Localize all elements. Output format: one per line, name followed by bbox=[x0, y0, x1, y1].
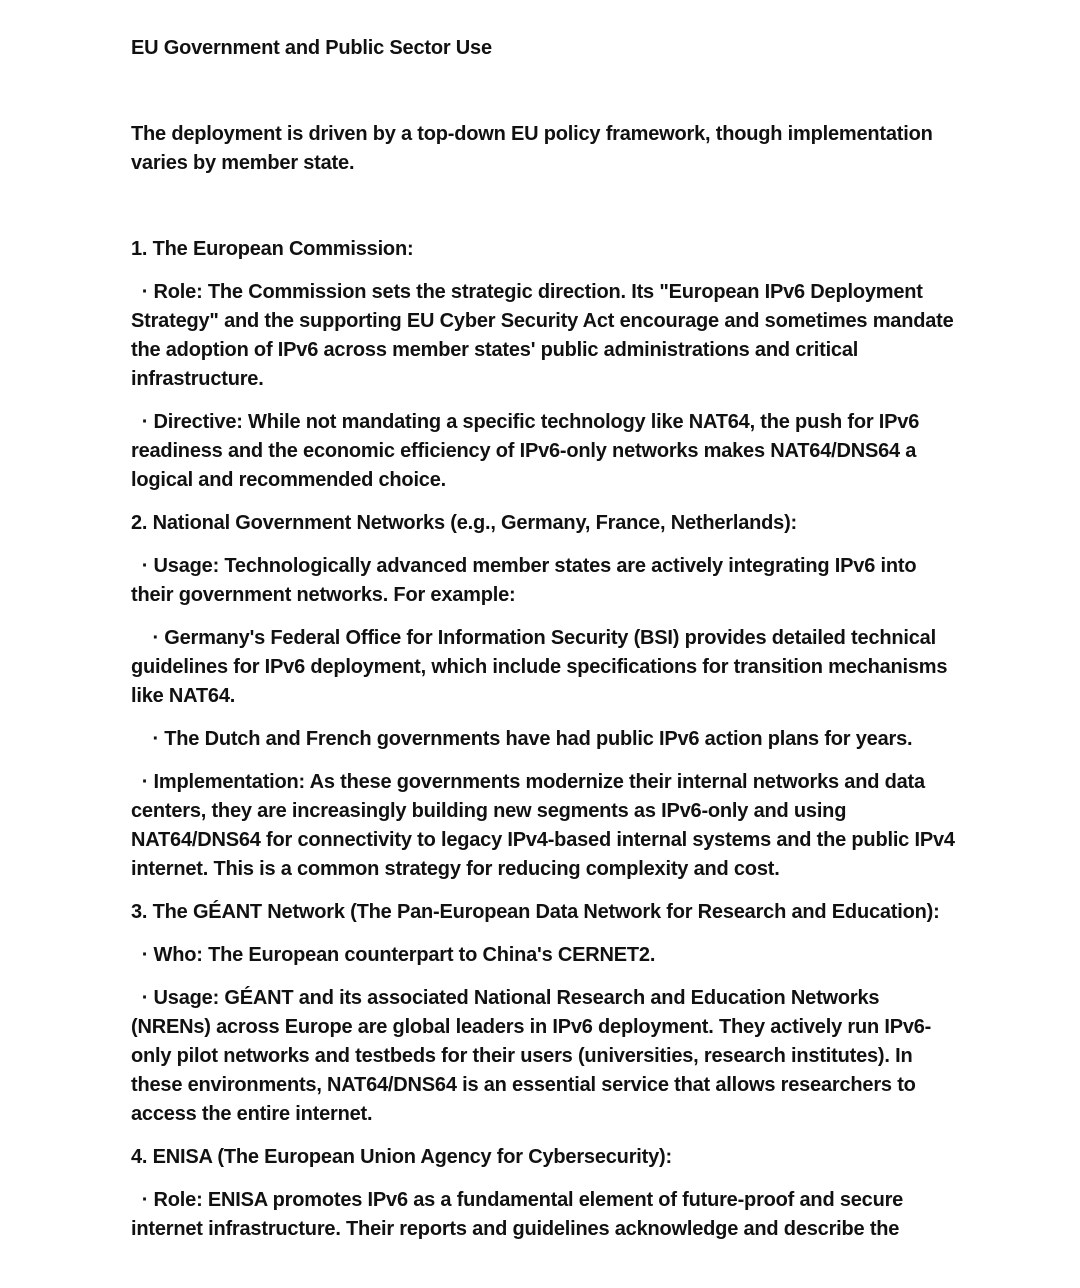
bullet-marker: · bbox=[141, 987, 149, 1009]
sub-bullet-germany bbox=[131, 624, 961, 711]
section-heading-geant: 3. The GÉANT Network (The Pan-European Data Network for Research and Education): bbox=[131, 901, 940, 923]
bullet-marker: · bbox=[141, 1189, 149, 1211]
bullet-marker: · bbox=[141, 411, 149, 433]
bullet-marker: · bbox=[141, 771, 149, 793]
bullet-marker: · bbox=[141, 944, 149, 966]
intro-paragraph: The deployment is driven by a top-down EU policy framework, though implementation varies by member state. bbox=[131, 123, 933, 174]
bullet-enisa-role bbox=[131, 1186, 961, 1244]
section-heading-enisa: 4. ENISA (The European Union Agency for Cybersecurity): bbox=[131, 1146, 672, 1168]
bullet-role bbox=[131, 278, 961, 394]
bullet-implementation bbox=[131, 768, 961, 884]
bullet-text: Germany's Federal Office for Information Security (BSI) provides detailed technical guidelines for IPv6 deployment, which include specifications for transition mechanisms like NAT64. bbox=[131, 627, 948, 707]
bullet-text: Usage: Technologically advanced member states are actively integrating IPv6 into their government networks. For example: bbox=[131, 555, 917, 606]
bullet-text: Usage: GÉANT and its associated National Research and Education Networks (NRENs) across Europe are global leaders in IPv6 deployment. They actively run IPv6-only pilot networks and testbeds for their users (universities, research institutes). In these environments, NAT64/DNS64 is an essential service that allows researchers to access the entire internet. bbox=[131, 987, 932, 1125]
document-title: EU Government and Public Sector Use bbox=[131, 37, 492, 59]
bullet-marker: · bbox=[152, 728, 159, 750]
bullet-directive bbox=[131, 408, 961, 495]
bullet-text: Role: The Commission sets the strategic direction. Its "European IPv6 Deployment Strategy" and the supporting EU Cyber Security Act encourage and sometimes mandate the adoption of IPv6 across member states' public administrations and critical infrastructure. bbox=[131, 281, 954, 390]
section-heading-national-networks: 2. National Government Networks (e.g., Germany, France, Netherlands): bbox=[131, 512, 798, 534]
bullet-text: Directive: While not mandating a specific technology like NAT64, the push for IPv6 readiness and the economic efficiency of IPv6-only networks makes NAT64/DNS64 a logical and recommended choice. bbox=[131, 411, 920, 491]
section-heading-european-commission: 1. The European Commission: bbox=[131, 238, 414, 260]
sub-bullet-dutch-french bbox=[131, 725, 961, 754]
document-page bbox=[131, 34, 961, 1258]
bullet-text: Who: The European counterpart to China's CERNET2. bbox=[153, 944, 656, 966]
bullet-text: Role: ENISA promotes IPv6 as a fundamental element of future-proof and secure internet infrastructure. Their reports and guidelines acknowledge and describe the bbox=[131, 1189, 904, 1240]
bullet-geant-usage bbox=[131, 984, 961, 1129]
bullet-marker: · bbox=[141, 281, 149, 303]
bullet-usage bbox=[131, 552, 961, 610]
bullet-marker: · bbox=[141, 555, 149, 577]
bullet-who bbox=[131, 941, 961, 970]
bullet-text: The Dutch and French governments have had public IPv6 action plans for years. bbox=[164, 728, 913, 750]
bullet-marker: · bbox=[152, 627, 159, 649]
bullet-text: Implementation: As these governments modernize their internal networks and data centers, they are increasingly building new segments as IPv6-only and using NAT64/DNS64 for connectivity to legacy IPv4-based internal systems and the public IPv4 internet. This is a common strategy for reducing complexity and cost. bbox=[131, 771, 955, 880]
